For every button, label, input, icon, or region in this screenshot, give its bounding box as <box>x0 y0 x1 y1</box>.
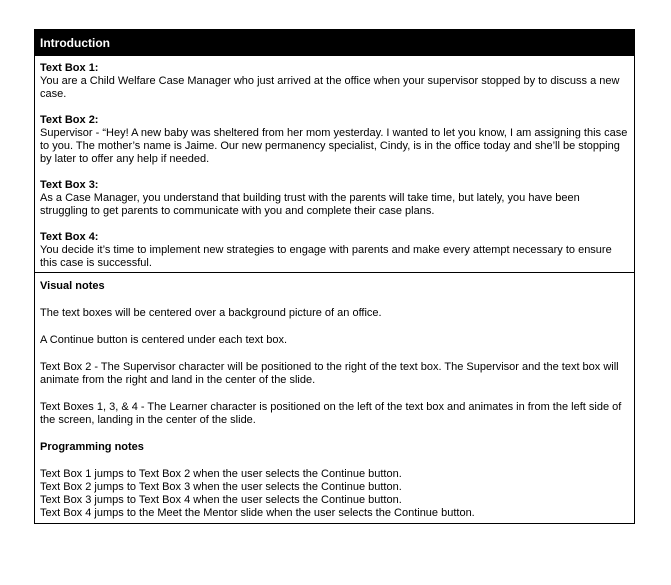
visual-note-4: Text Boxes 1, 3, & 4 - The Learner character is positioned on the left of the text box and animates in from the left side of the screen, landing in the center of the slide. <box>40 401 622 426</box>
programming-notes-title: Programming notes <box>40 441 144 453</box>
text-box-4-block <box>40 231 629 270</box>
text-boxes-cell <box>35 56 634 273</box>
storyboard-table <box>34 29 635 524</box>
section-header: Introduction <box>35 30 634 56</box>
text-box-2-text: Supervisor - “Hey! A new baby was sheltered from her mom yesterday. I wanted to let you know, I am assigning this case to you. The mother’s name is Jaime. Our new permanency specialist, Cindy, is in the office today and she’ll be stopping by later to offer any help if needed. <box>40 127 628 165</box>
programming-note-4: Text Box 4 jumps to the Meet the Mentor slide when the user selects the Continue button. <box>40 507 475 519</box>
text-box-3-title: Text Box 3: <box>40 179 99 191</box>
text-box-4-title: Text Box 4: <box>40 231 99 243</box>
text-box-3-text: As a Case Manager, you understand that building trust with the parents will take time, but lately, you have been struggling to get parents to communicate with you and complete their case plans. <box>40 192 580 217</box>
text-box-2-title: Text Box 2: <box>40 114 99 126</box>
notes-cell <box>35 273 634 523</box>
visual-note-2: A Continue button is centered under each text box. <box>40 334 288 346</box>
text-box-4-text: You decide it’s time to implement new strategies to engage with parents and make every attempt necessary to ensure this case is successful. <box>40 244 612 269</box>
visual-note-3: Text Box 2 - The Supervisor character will be positioned to the right of the text box. The Supervisor and the text box will animate from the right and land in the center of the slide. <box>40 361 619 386</box>
programming-note-2: Text Box 2 jumps to Text Box 3 when the user selects the Continue button. <box>40 481 402 493</box>
text-box-1-text: You are a Child Welfare Case Manager who just arrived at the office when your supervisor stopped by to discuss a new case. <box>40 75 620 100</box>
text-box-1-block <box>40 62 629 101</box>
text-box-2-block <box>40 114 629 166</box>
programming-note-3: Text Box 3 jumps to Text Box 4 when the user selects the Continue button. <box>40 494 402 506</box>
text-box-1-title: Text Box 1: <box>40 62 99 74</box>
visual-notes-title: Visual notes <box>40 280 105 292</box>
visual-note-1: The text boxes will be centered over a background picture of an office. <box>40 307 382 319</box>
programming-note-1: Text Box 1 jumps to Text Box 2 when the user selects the Continue button. <box>40 468 402 480</box>
text-box-3-block <box>40 179 629 218</box>
